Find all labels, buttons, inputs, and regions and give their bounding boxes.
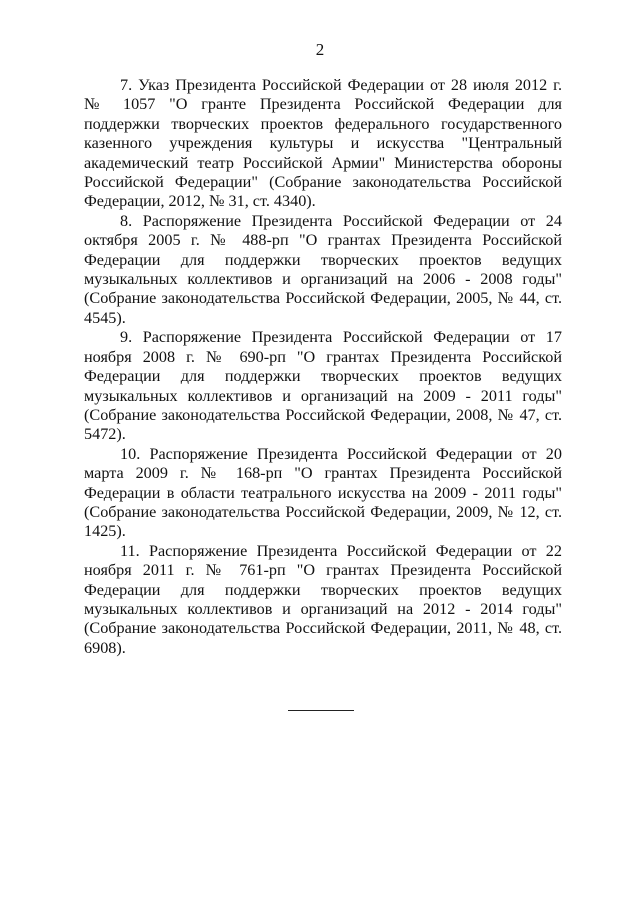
list-item-10: 10. Распоряжение Президента Российской Федерации от 20 марта 2009 г. № 168-рп "О грантах Президента Российской Федерации в области театрального искусства на 2009 - 2011 годы" (Собрание законодательства Российской Федерации, 2009, № 12, ст. 1425). bbox=[84, 444, 562, 541]
list-item-8: 8. Распоряжение Президента Российской Федерации от 24 октября 2005 г. № 488-рп "О грантах Президента Российской Федерации для поддержки творческих проектов ведущих музыкальных коллективов и организаций на 2006 - 2008 годы" (Собрание законодательства Российской Федерации, 2005, № 44, ст. 4545). bbox=[84, 211, 562, 327]
page-number: 2 bbox=[315, 40, 325, 59]
list-item-11: 11. Распоряжение Президента Российской Федерации от 22 ноября 2011 г. № 761-рп "О грантах Президента Российской Федерации для поддержки творческих проектов ведущих музыкальных коллективов и организаций на 2012 - 2014 годы" (Собрание законодательства Российской Федерации, 2011, № 48, ст. 6908). bbox=[84, 541, 562, 657]
document-body bbox=[84, 76, 562, 658]
end-divider bbox=[288, 710, 354, 711]
list-item-9: 9. Распоряжение Президента Российской Федерации от 17 ноября 2008 г. № 690-рп "О грантах Президента Российской Федерации для поддержки творческих проектов ведущих музыкальных коллективов и организаций на 2009 - 2011 годы" (Собрание законодательства Российской Федерации, 2008, № 47, ст. 5472). bbox=[84, 328, 562, 444]
list-item-7: 7. Указ Президента Российской Федерации от 28 июля 2012 г. № 1057 "О гранте Президента Российской Федерации для поддержки творческих проектов федерального государственного казенного учреждения культуры и искусства "Центральный академический театр Российской Армии" Министерства обороны Российской Федерации" (Собрание законодательства Российской Федерации, 2012, № 31, ст. 4340). bbox=[84, 76, 562, 211]
